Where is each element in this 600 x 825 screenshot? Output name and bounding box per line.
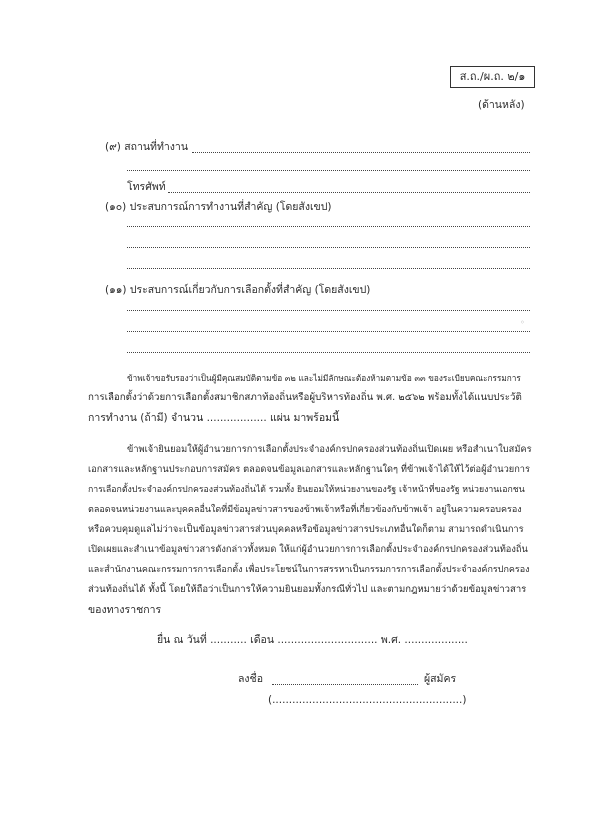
submission-date-line[interactable]: ยื่น ณ วันที่ ........... เดือน .............................. พ.ศ. ...................: [157, 634, 468, 646]
consent-line-6: เปิดเผยและสำเนาข้อมูลข่าวสารดังกล่าวทั้งหมด ให้แก่ผู้อำนวยการการเลือกตั้งประจำองค์กรปกครองส่วนท้องถิ่น: [88, 544, 528, 555]
election-experience-line-3[interactable]: [127, 352, 530, 353]
work-experience-line-1[interactable]: [127, 226, 530, 227]
consent-line-2: เอกสารและหลักฐานประกอบการสมัคร ตลอดจนข้อมูลเอกสารและหลักฐานใดๆ ที่ข้าพเจ้าได้ให้ไว้ต่อผู้อำนวยการ: [88, 464, 530, 475]
workplace-label: (๙) สถานที่ทำงาน: [105, 141, 189, 153]
back-side-label: (ด้านหลัง): [478, 99, 525, 111]
consent-line-4: ตลอดจนหน่วยงานและบุคคลอื่นใดที่มีข้อมูลข่าวสารของข้าพเจ้าหรือที่เกี่ยวข้องกับข้าพเจ้า อยู่ในความครอบครอง: [88, 505, 522, 515]
workplace-field-line-1[interactable]: [192, 152, 530, 153]
form-code-box: ส.ถ./ผ.ถ. ๒/๑: [450, 66, 535, 88]
signature-line[interactable]: [272, 684, 418, 685]
election-experience-line-1[interactable]: [127, 310, 530, 311]
certify-line-2: การเลือกตั้งว่าด้วยการเลือกตั้งสมาชิกสภาท้องถิ่นหรือผู้บริหารท้องถิ่น พ.ศ. ๒๕๖๒ พร้อมทั้งได้แนบประวัติ: [88, 392, 522, 403]
workplace-field-line-2[interactable]: [127, 170, 530, 171]
printed-name-line[interactable]: (.........................................................): [268, 694, 467, 706]
consent-line-8: ส่วนท้องถิ่นได้ ทั้งนี้ โดยให้ถือว่าเป็นการให้ความยินยอมทั้งกรณีทั่วไป และตามกฎหมายว่าด้วยข้อมูลข่าวสาร: [88, 584, 527, 595]
certify-line-1: ข้าพเจ้าขอรับรองว่าเป็นผู้มีคุณสมบัติตามข้อ ๓๒ และไม่มีลักษณะต้องห้ามตามข้อ ๓๓ ของระเบียบคณะกรรมการ: [127, 373, 521, 383]
consent-line-3: การเลือกตั้งประจำองค์กรปกครองส่วนท้องถิ่นได้ รวมทั้ง ยินยอมให้หน่วยงานของรัฐ เจ้าหน้าที่ของรัฐ หน่วยงานเอกชน: [88, 485, 525, 495]
work-experience-line-2[interactable]: [127, 247, 530, 248]
consent-line-7: และสำนักงานคณะกรรมการการเลือกตั้ง เพื่อประโยชน์ในการสรรหาเป็นกรรมการการเลือกตั้งประจำองค์กรปกครอง: [88, 565, 530, 575]
consent-line-9: ของทางราชการ: [88, 604, 162, 616]
consent-line-1: ข้าพเจ้ายินยอมให้ผู้อำนวยการการเลือกตั้งประจำองค์กรปกครองส่วนท้องถิ่นเปิดเผย หรือสำเนาใบสมัคร: [127, 444, 532, 455]
consent-line-5: หรือควบคุมดูแลไม่ว่าจะเป็นข้อมูลข่าวสารส่วนบุคคลหรือข้อมูลข่าวสารประเภทอื่นใดก็ตาม สามารถดำเนินการ: [88, 524, 524, 535]
election-experience-label: (๑๑) ประสบการณ์เกี่ยวกับการเลือกตั้งที่สำคัญ (โดยสังเขป): [105, 284, 371, 296]
certify-line-3: การทำงาน (ถ้ามี) จำนวน .................. แผ่น มาพร้อมนี้: [88, 412, 340, 424]
scan-speck: ◦: [520, 318, 525, 327]
work-experience-line-3[interactable]: [127, 268, 530, 269]
work-experience-label: (๑๐) ประสบการณ์การทำงานที่สำคัญ (โดยสังเขป): [105, 201, 332, 213]
phone-label: โทรศัพท์: [127, 181, 166, 193]
applicant-label: ผู้สมัคร: [424, 673, 457, 685]
election-experience-line-2[interactable]: [127, 331, 530, 332]
phone-field-line[interactable]: [168, 192, 530, 193]
sign-label: ลงชื่อ: [238, 673, 263, 685]
